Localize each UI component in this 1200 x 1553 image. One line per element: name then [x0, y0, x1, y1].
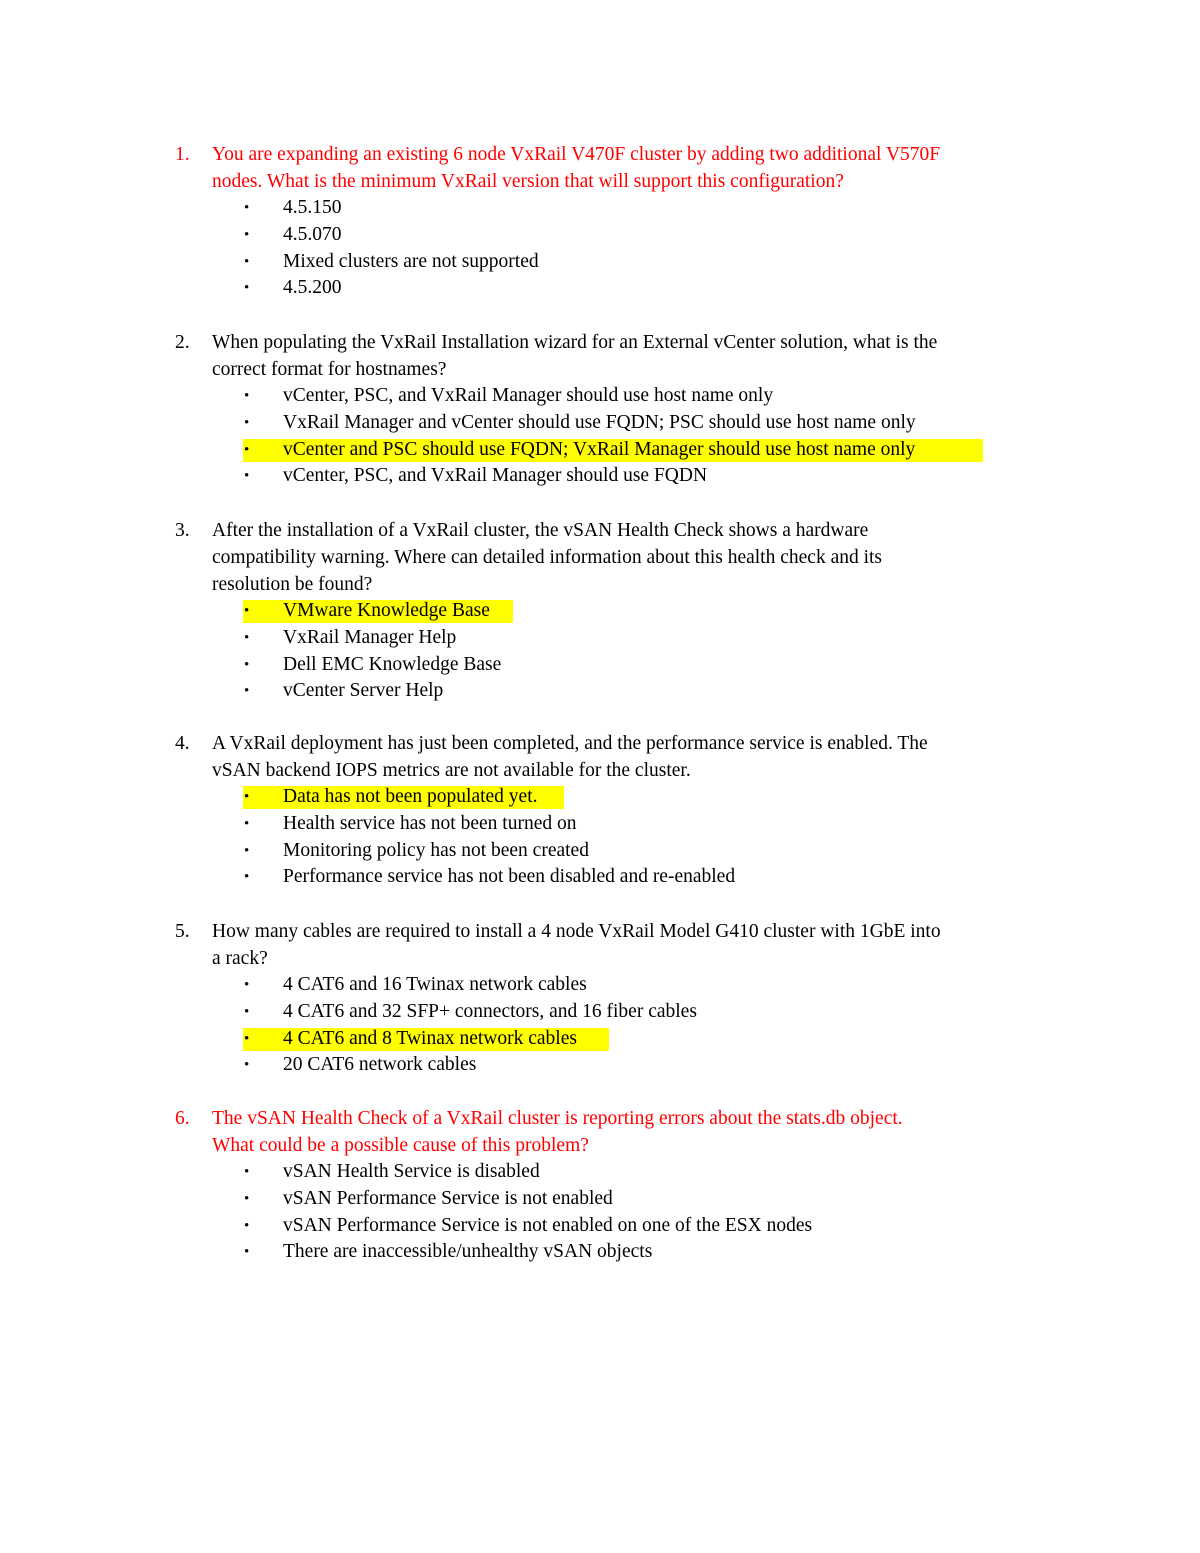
- question-5: [0, 918, 1200, 1079]
- bullet-icon: •: [244, 977, 250, 993]
- answer-option-text: VMware Knowledge Base: [283, 600, 490, 621]
- question-text: a rack?: [212, 948, 268, 969]
- answer-option-text: 4.5.070: [283, 223, 342, 245]
- answer-option-highlighted: [0, 1026, 1200, 1053]
- answer-option-text: 20 CAT6 network cables: [283, 1054, 477, 1076]
- answer-option-text: VxRail Manager and vCenter should use FQDN; PSC should use host name only: [283, 411, 916, 433]
- question-text: resolution be found?: [212, 574, 373, 595]
- question-number: 6.: [175, 1108, 190, 1129]
- bullet-icon: •: [244, 1030, 250, 1047]
- answer-option-text: Performance service has not been disabled and re-enabled: [283, 866, 736, 888]
- bullet-icon: •: [244, 280, 250, 297]
- question-number: 5.: [175, 921, 190, 942]
- answer-option: [0, 1239, 1200, 1266]
- question-number: 4.: [175, 733, 190, 754]
- answer-option-text: Monitoring policy has not been created: [283, 839, 589, 861]
- question-line: [0, 141, 1200, 168]
- bullet-icon: •: [244, 1217, 250, 1234]
- bullet-icon: •: [244, 414, 250, 431]
- answer-option-text: 4 CAT6 and 32 SFP+ connectors, and 16 fiber cables: [283, 1000, 697, 1022]
- bullet-icon: •: [244, 815, 250, 832]
- question-1: [0, 141, 1200, 302]
- answer-option: [0, 838, 1200, 865]
- answer-option: [0, 999, 1200, 1026]
- bullet-icon: •: [244, 226, 250, 243]
- question-text: You are expanding an existing 6 node VxRail V470F cluster by adding two additional V570F: [212, 144, 941, 165]
- question-line: [0, 571, 1200, 598]
- answer-option: [0, 1159, 1200, 1186]
- answer-option-highlighted: [0, 598, 1200, 625]
- answer-option: [0, 383, 1200, 410]
- bullet-icon: •: [244, 1190, 250, 1207]
- question-line: [0, 757, 1200, 784]
- answer-option-text: There are inaccessible/unhealthy vSAN objects: [283, 1241, 653, 1263]
- question-line: [0, 730, 1200, 757]
- answer-option-text: 4.5.150: [283, 197, 342, 218]
- question-line: [0, 544, 1200, 571]
- bullet-icon: •: [244, 388, 250, 404]
- question-line: [0, 329, 1200, 356]
- answer-option: [0, 678, 1200, 705]
- answer-option-text: Mixed clusters are not supported: [283, 250, 539, 272]
- question-2: [0, 329, 1200, 490]
- answer-option-text: 4.5.200: [283, 277, 342, 299]
- question-text: A VxRail deployment has just been completed, and the performance service is enabled. The: [212, 733, 928, 754]
- answer-option: [0, 972, 1200, 999]
- question-text: The vSAN Health Check of a VxRail cluster is reporting errors about the stats.db object.: [212, 1108, 903, 1129]
- question-line: [0, 168, 1200, 195]
- answer-option: [0, 864, 1200, 891]
- answer-option-text: vCenter Server Help: [283, 680, 444, 702]
- bullet-icon: •: [244, 253, 250, 270]
- answer-option: [0, 625, 1200, 652]
- question-line: [0, 918, 1200, 945]
- bullet-icon: •: [244, 842, 250, 859]
- question-text: How many cables are required to install a 4 node VxRail Model G410 cluster with 1GbE into: [212, 921, 941, 942]
- bullet-icon: •: [244, 1164, 250, 1180]
- answer-option: [0, 1213, 1200, 1240]
- question-text: nodes. What is the minimum VxRail version that will support this configuration?: [212, 171, 844, 192]
- answer-option-highlighted: [0, 437, 1200, 464]
- answer-option-text: Dell EMC Knowledge Base: [283, 653, 502, 675]
- answer-option: [0, 463, 1200, 490]
- answer-option-text: vSAN Performance Service is not enabled on one of the ESX nodes: [283, 1214, 813, 1236]
- bullet-icon: •: [244, 200, 250, 216]
- question-3: [0, 517, 1200, 705]
- question-text: After the installation of a VxRail cluster, the vSAN Health Check shows a hardware: [212, 520, 869, 541]
- answer-option: [0, 222, 1200, 249]
- question-6: [0, 1105, 1200, 1266]
- answer-option: [0, 195, 1200, 222]
- answer-option-text: vCenter and PSC should use FQDN; VxRail Manager should use host name only: [283, 438, 916, 460]
- question-text: correct format for hostnames?: [212, 359, 447, 380]
- question-text: vSAN backend IOPS metrics are not available for the cluster.: [212, 760, 691, 781]
- bullet-icon: •: [244, 683, 250, 700]
- question-4: [0, 730, 1200, 891]
- question-number: 3.: [175, 520, 190, 541]
- bullet-icon: •: [244, 1003, 250, 1020]
- question-line: [0, 356, 1200, 383]
- bullet-icon: •: [244, 1057, 250, 1074]
- question-line: [0, 517, 1200, 544]
- bullet-icon: •: [244, 656, 250, 673]
- answer-option-text: 4 CAT6 and 16 Twinax network cables: [283, 974, 587, 995]
- bullet-icon: •: [244, 629, 250, 646]
- question-line: [0, 1132, 1200, 1159]
- answer-option: [0, 275, 1200, 302]
- question-text: What could be a possible cause of this problem?: [212, 1135, 589, 1156]
- bullet-icon: •: [244, 1244, 250, 1261]
- question-line: [0, 945, 1200, 972]
- answer-option-text: Data has not been populated yet.: [283, 786, 538, 807]
- answer-option: [0, 1052, 1200, 1079]
- question-text: compatibility warning. Where can detailed information about this health check and its: [212, 547, 883, 568]
- answer-option-text: vCenter, PSC, and VxRail Manager should use host name only: [283, 385, 774, 406]
- bullet-icon: •: [244, 869, 250, 886]
- answer-option-text: vSAN Performance Service is not enabled: [283, 1187, 613, 1209]
- answer-option: [0, 1186, 1200, 1213]
- question-number: 2.: [175, 332, 190, 353]
- answer-option-text: vSAN Health Service is disabled: [283, 1161, 540, 1182]
- question-number: 1.: [175, 144, 190, 165]
- answer-option: [0, 811, 1200, 838]
- bullet-icon: •: [244, 468, 250, 485]
- bullet-icon: •: [244, 603, 250, 619]
- answer-option-text: Health service has not been turned on: [283, 812, 577, 834]
- answer-option: [0, 249, 1200, 276]
- question-text: When populating the VxRail Installation wizard for an External vCenter solution, what is the: [212, 332, 938, 353]
- answer-option-highlighted: [0, 784, 1200, 811]
- answer-option: [0, 410, 1200, 437]
- answer-option-text: 4 CAT6 and 8 Twinax network cables: [283, 1027, 577, 1049]
- answer-option-text: VxRail Manager Help: [283, 626, 457, 648]
- question-line: [0, 1105, 1200, 1132]
- answer-option: [0, 652, 1200, 679]
- bullet-icon: •: [244, 441, 250, 458]
- bullet-icon: •: [244, 789, 250, 805]
- answer-option-text: vCenter, PSC, and VxRail Manager should use FQDN: [283, 465, 708, 487]
